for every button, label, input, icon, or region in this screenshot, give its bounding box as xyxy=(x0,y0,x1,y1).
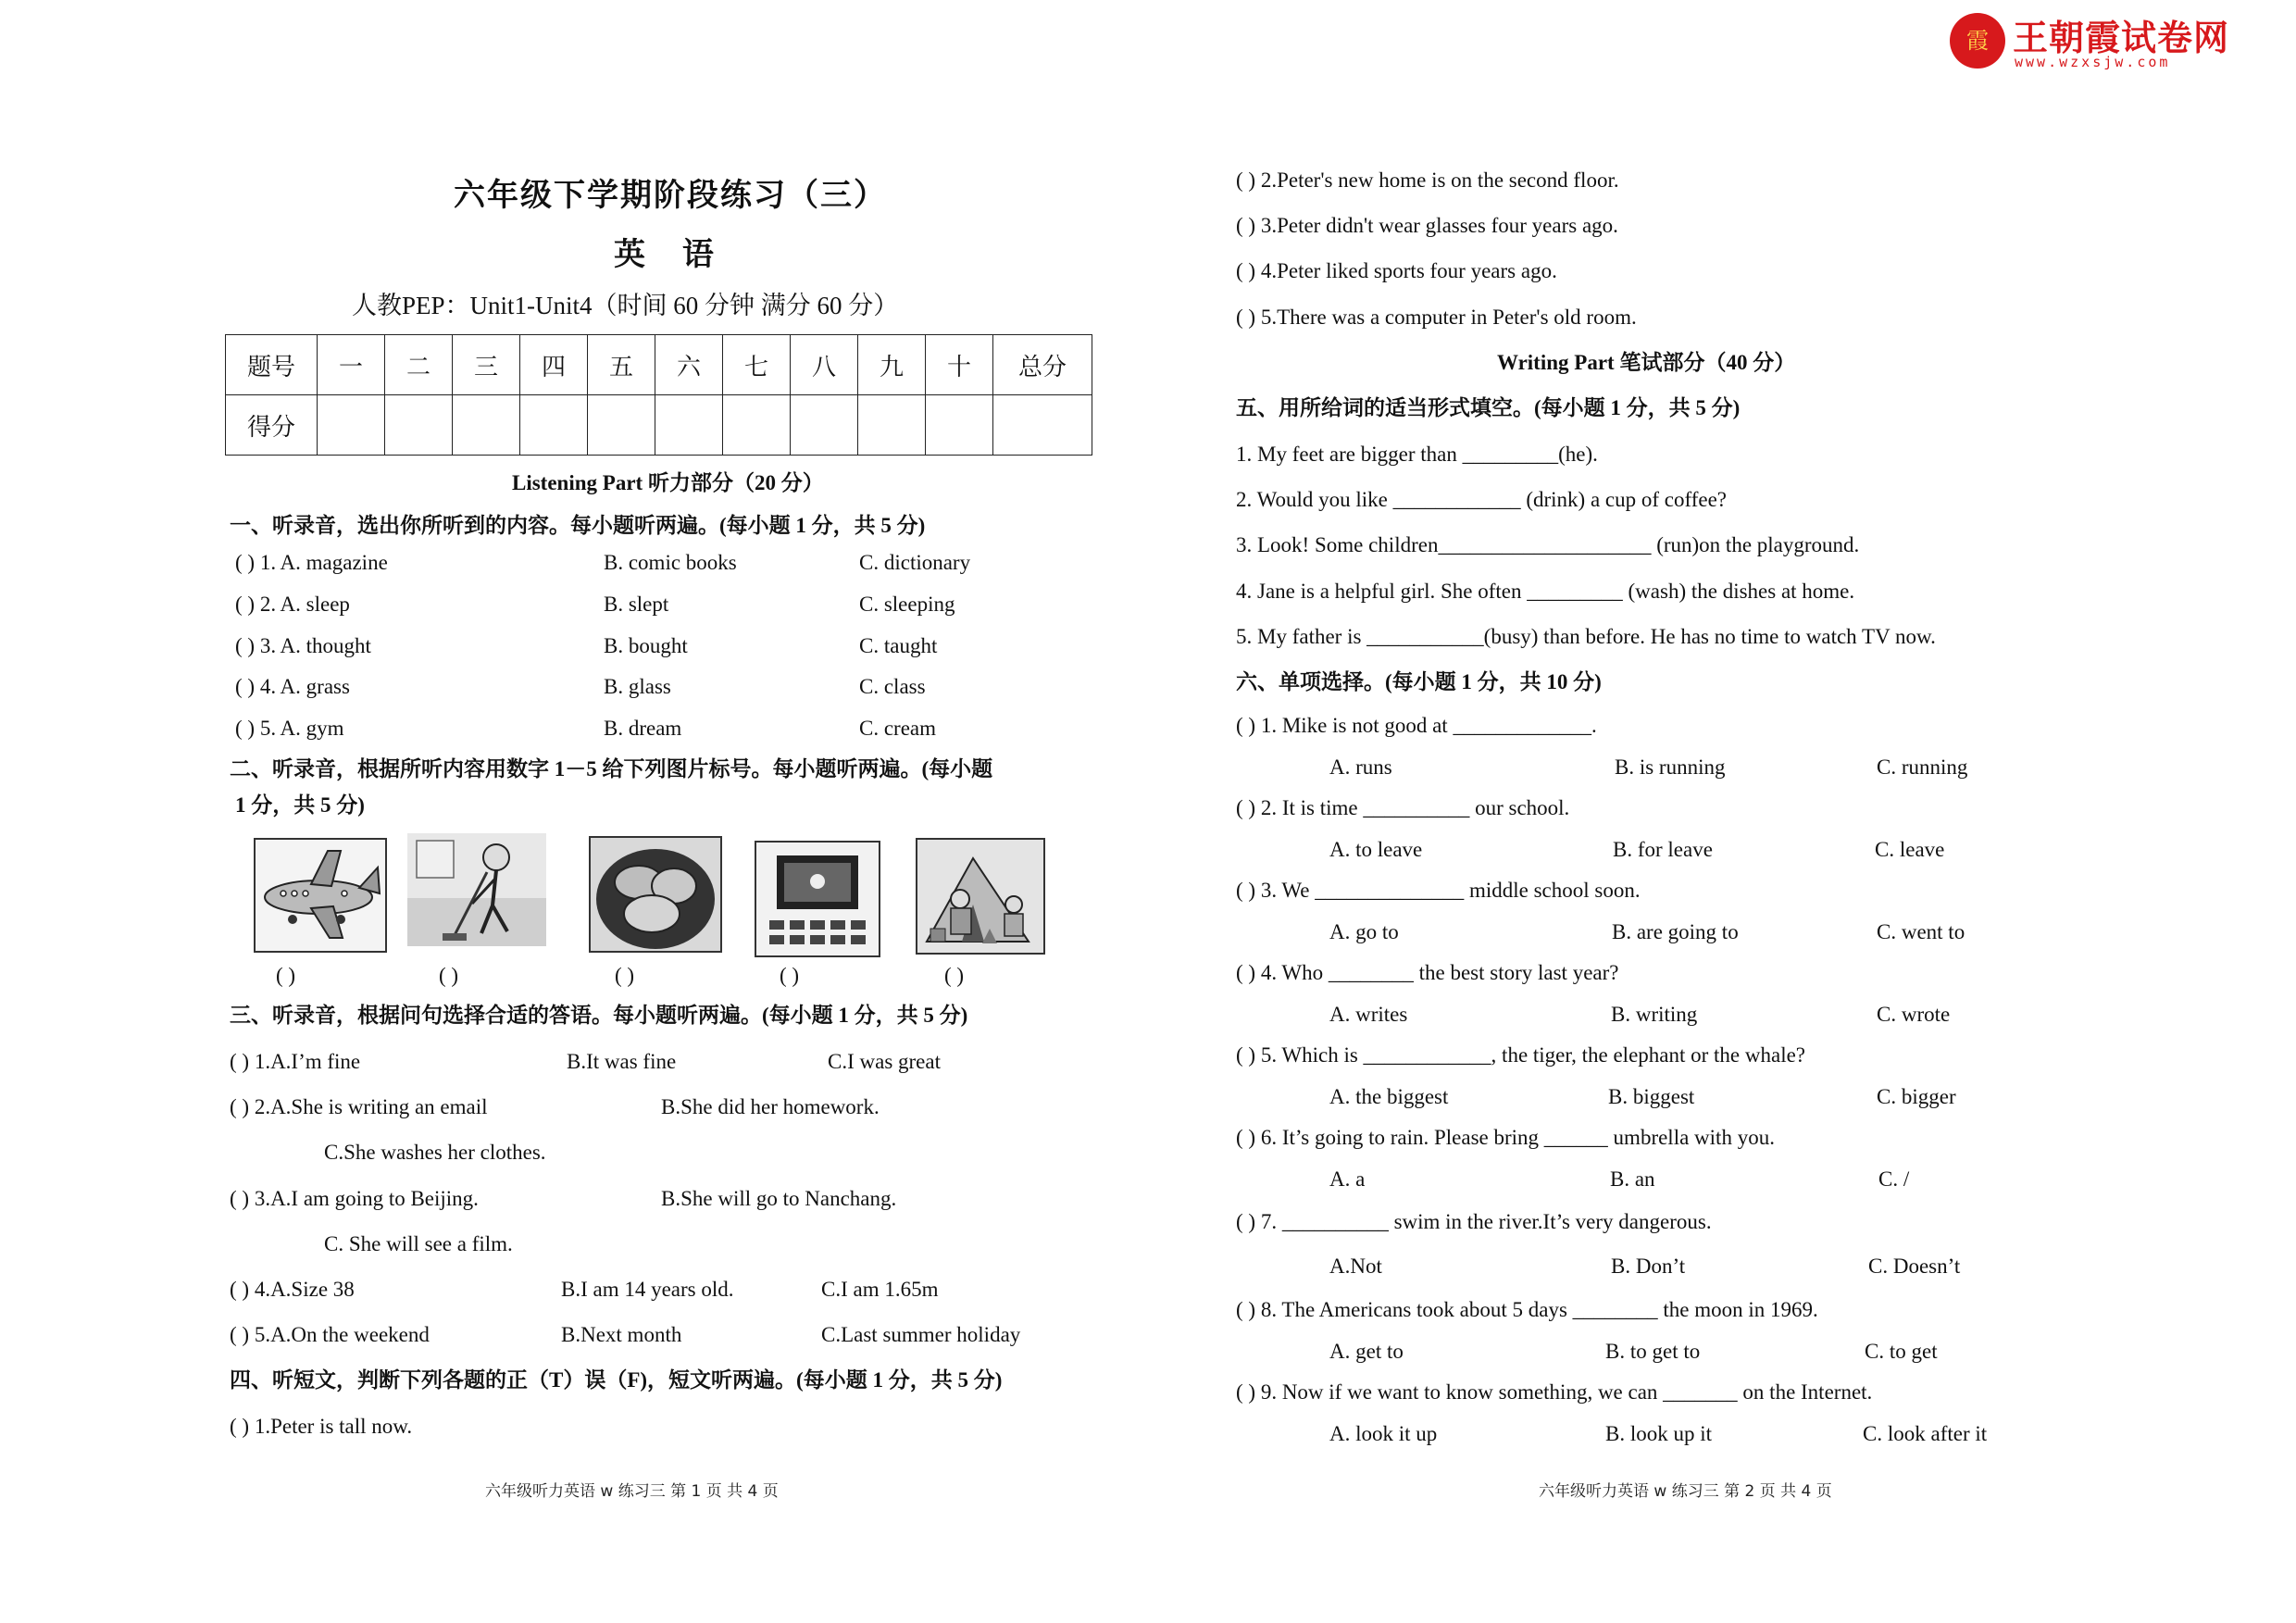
exam-title: 六年级下学期阶段练习（三） xyxy=(454,177,887,214)
s3-q2-b: B.She did her homework. xyxy=(661,1095,880,1118)
s6-q6-a: A. a xyxy=(1329,1167,1366,1191)
s1-q3-c: C. taught xyxy=(859,634,938,657)
section1-heading: 一、听录音，选出你所听到的内容。每小题听两遍。(每小题 1 分，共 5 分) xyxy=(230,514,926,537)
score-header-cell: 题号 xyxy=(226,335,318,395)
s6-q4: ( ) 4. Who ________ the best story last year? xyxy=(1236,961,1619,984)
score-entry-cell[interactable] xyxy=(385,395,453,456)
s5-q5: 5. My father is ___________(busy) than before. He has no time to watch TV now. xyxy=(1236,625,1936,648)
s5-q3: 3. Look! Some children____________________ (run)on the playground. xyxy=(1236,533,1860,556)
score-entry-cell[interactable] xyxy=(655,395,723,456)
score-header-cell: 三 xyxy=(453,335,520,395)
section6-heading: 六、单项选择。(每小题 1 分，共 10 分) xyxy=(1236,670,1602,693)
s6-q4-b: B. writing xyxy=(1611,1003,1698,1026)
s6-q8-b: B. to get to xyxy=(1605,1340,1701,1363)
score-entry-cell[interactable] xyxy=(993,395,1092,456)
s1-q4-a: ( ) 4. A. grass xyxy=(235,675,350,698)
s6-q6-b: B. an xyxy=(1610,1167,1655,1191)
logo-name: 王朝霞试卷网 xyxy=(2013,18,2230,58)
s3-q2-c: C.She washes her clothes. xyxy=(324,1141,546,1164)
s6-q6: ( ) 6. It’s going to rain. Please bring ______ umbrella with you. xyxy=(1236,1126,1775,1149)
right-page xyxy=(1148,0,2296,1623)
s6-q4-c: C. wrote xyxy=(1877,1003,1951,1026)
picture2-answer-blank[interactable]: ( ) xyxy=(439,964,459,987)
score-header-cell: 十 xyxy=(926,335,993,395)
score-entry-cell[interactable] xyxy=(318,395,385,456)
score-entry-cell[interactable] xyxy=(926,395,993,456)
s1-q1-a: ( ) 1. A. magazine xyxy=(235,551,388,574)
s1-q1-c: C. dictionary xyxy=(859,551,971,574)
s1-q2-c: C. sleeping xyxy=(859,593,955,616)
s3-q1-a: ( ) 1.A.I’m fine xyxy=(230,1050,361,1073)
s3-q3-c: C. She will see a film. xyxy=(324,1232,513,1255)
s6-q1-c: C. running xyxy=(1877,755,1968,779)
s6-q2-a: A. to leave xyxy=(1329,838,1423,861)
exam-scope: 人教PEP：Unit1-Unit4（时间 60 分钟 满分 60 分） xyxy=(352,292,899,319)
s6-q1-a: A. runs xyxy=(1329,755,1392,779)
s6-q3-c: C. went to xyxy=(1877,920,1965,943)
s6-q3-b: B. are going to xyxy=(1612,920,1739,943)
s3-q5-b: B.Next month xyxy=(561,1323,682,1346)
score-entry-cell[interactable] xyxy=(791,395,858,456)
listening-part-heading: Listening Part 听力部分（20 分） xyxy=(512,471,824,494)
s6-q8-a: A. get to xyxy=(1329,1340,1404,1363)
s3-q5-a: ( ) 5.A.On the weekend xyxy=(230,1323,430,1346)
s3-q3-b: B.She will go to Nanchang. xyxy=(661,1187,897,1210)
logo-seal-icon: 霞 xyxy=(1950,13,2005,69)
s3-q4-a: ( ) 4.A.Size 38 xyxy=(230,1278,355,1301)
s6-q7-b: B. Don’t xyxy=(1611,1255,1686,1278)
picture4-answer-blank[interactable]: ( ) xyxy=(780,964,800,987)
page2-footer: 六年级听力英语 w 练习三 第 2 页 共 4 页 xyxy=(1539,1482,1832,1501)
score-entry-cell[interactable] xyxy=(453,395,520,456)
potatoes-picture xyxy=(589,836,722,953)
s1-q2-a: ( ) 2. A. sleep xyxy=(235,593,350,616)
logo-url: www.wzxsjw.com xyxy=(2015,54,2171,70)
score-entry-cell[interactable] xyxy=(520,395,588,456)
score-table-header-row xyxy=(226,335,1092,395)
s3-q4-c: C.I am 1.65m xyxy=(821,1278,939,1301)
s6-q4-a: A. writes xyxy=(1329,1003,1408,1026)
score-header-cell: 五 xyxy=(588,335,655,395)
score-entry-cell[interactable] xyxy=(588,395,655,456)
score-entry-cell[interactable] xyxy=(858,395,926,456)
s6-q5-c: C. bigger xyxy=(1877,1085,1956,1108)
score-table xyxy=(225,334,1092,456)
score-header-cell: 总分 xyxy=(993,335,1092,395)
s6-q2: ( ) 2. It is time __________ our school. xyxy=(1236,796,1570,819)
score-header-cell: 七 xyxy=(723,335,791,395)
s3-q1-b: B.It was fine xyxy=(567,1050,677,1073)
s1-q4-c: C. class xyxy=(859,675,926,698)
cinema-picture xyxy=(755,841,880,957)
s6-q1: ( ) 1. Mike is not good at _____________. xyxy=(1236,714,1597,737)
s6-q5-b: B. biggest xyxy=(1608,1085,1695,1108)
score-row-label: 得分 xyxy=(226,395,318,456)
s6-q6-c: C. / xyxy=(1878,1167,1910,1191)
s1-q3-a: ( ) 3. A. thought xyxy=(235,634,371,657)
score-header-cell: 六 xyxy=(655,335,723,395)
s3-q5-c: C.Last summer holiday xyxy=(821,1323,1021,1346)
picture5-answer-blank[interactable]: ( ) xyxy=(944,964,965,987)
s6-q9-c: C. look after it xyxy=(1863,1422,1988,1445)
s1-q3-b: B. bought xyxy=(604,634,688,657)
score-header-cell: 九 xyxy=(858,335,926,395)
s4-q3: ( ) 3.Peter didn't wear glasses four years ago. xyxy=(1236,214,1618,237)
s6-q7: ( ) 7. __________ swim in the river.It’s very dangerous. xyxy=(1236,1210,1712,1233)
picture1-answer-blank[interactable]: ( ) xyxy=(276,964,296,987)
section2-heading-line1: 二、听录音，根据所听内容用数字 1－5 给下列图片标号。每小题听两遍。(每小题 xyxy=(230,757,993,780)
s6-q5-a: A. the biggest xyxy=(1329,1085,1449,1108)
score-header-cell: 二 xyxy=(385,335,453,395)
score-entry-cell[interactable] xyxy=(723,395,791,456)
subject-title: 英 语 xyxy=(614,236,727,273)
s4-q5: ( ) 5.There was a computer in Peter's old room. xyxy=(1236,306,1637,329)
s6-q2-b: B. for leave xyxy=(1613,838,1713,861)
s6-q9-a: A. look it up xyxy=(1329,1422,1438,1445)
writing-part-heading: Writing Part 笔试部分（40 分） xyxy=(1497,351,1796,374)
boy-sweeping-floor-picture xyxy=(407,833,546,946)
page1-footer: 六年级听力英语 w 练习三 第 1 页 共 4 页 xyxy=(485,1482,779,1501)
picture3-answer-blank[interactable]: ( ) xyxy=(615,964,635,987)
airplane-picture xyxy=(254,838,387,953)
section2-heading-line2: 1 分，共 5 分) xyxy=(235,793,365,817)
camping-picture xyxy=(916,838,1045,955)
s3-q1-c: C.I was great xyxy=(828,1050,941,1073)
s1-q5-a: ( ) 5. A. gym xyxy=(235,717,344,740)
s6-q8-c: C. to get xyxy=(1865,1340,1938,1363)
s3-q4-b: B.I am 14 years old. xyxy=(561,1278,734,1301)
section4-heading: 四、听短文，判断下列各题的正（T）误（F)，短文听两遍。(每小题 1 分，共 5 分) xyxy=(230,1368,1003,1392)
s1-q2-b: B. slept xyxy=(604,593,669,616)
s6-q9-b: B. look up it xyxy=(1605,1422,1713,1445)
s5-q1: 1. My feet are bigger than _________(he). xyxy=(1236,443,1598,466)
s4-q4: ( ) 4.Peter liked sports four years ago. xyxy=(1236,259,1557,282)
s3-q3-a: ( ) 3.A.I am going to Beijing. xyxy=(230,1187,479,1210)
s1-q5-b: B. dream xyxy=(604,717,682,740)
score-header-cell: 八 xyxy=(791,335,858,395)
s1-q1-b: B. comic books xyxy=(604,551,737,574)
s6-q7-c: C. Doesn’t xyxy=(1868,1255,1961,1278)
section5-heading: 五、用所给词的适当形式填空。(每小题 1 分，共 5 分) xyxy=(1236,396,1741,419)
s6-q1-b: B. is running xyxy=(1615,755,1726,779)
s4-q2: ( ) 2.Peter's new home is on the second floor. xyxy=(1236,169,1619,192)
score-header-cell: 一 xyxy=(318,335,385,395)
s6-q7-a: A.Not xyxy=(1329,1255,1382,1278)
s5-q4: 4. Jane is a helpful girl. She often _________ (wash) the dishes at home. xyxy=(1236,580,1855,603)
s3-q2-a: ( ) 2.A.She is writing an email xyxy=(230,1095,488,1118)
s1-q5-c: C. cream xyxy=(859,717,937,740)
s6-q3-a: A. go to xyxy=(1329,920,1399,943)
score-header-cell: 四 xyxy=(520,335,588,395)
s6-q3: ( ) 3. We ______________ middle school soon. xyxy=(1236,879,1641,902)
s6-q5: ( ) 5. Which is ____________, the tiger, the elephant or the whale? xyxy=(1236,1043,1806,1067)
s6-q2-c: C. leave xyxy=(1875,838,1945,861)
s4-q1: ( ) 1.Peter is tall now. xyxy=(230,1415,413,1438)
section3-heading: 三、听录音，根据问句选择合适的答语。每小题听两遍。(每小题 1 分，共 5 分) xyxy=(230,1004,968,1027)
s1-q4-b: B. glass xyxy=(604,675,671,698)
s6-q8: ( ) 8. The Americans took about 5 days ________ the moon in 1969. xyxy=(1236,1298,1818,1321)
s5-q2: 2. Would you like ____________ (drink) a cup of coffee? xyxy=(1236,488,1728,511)
s6-q9: ( ) 9. Now if we want to know something, we can _______ on the Internet. xyxy=(1236,1380,1873,1404)
score-table-score-row xyxy=(226,395,1092,456)
